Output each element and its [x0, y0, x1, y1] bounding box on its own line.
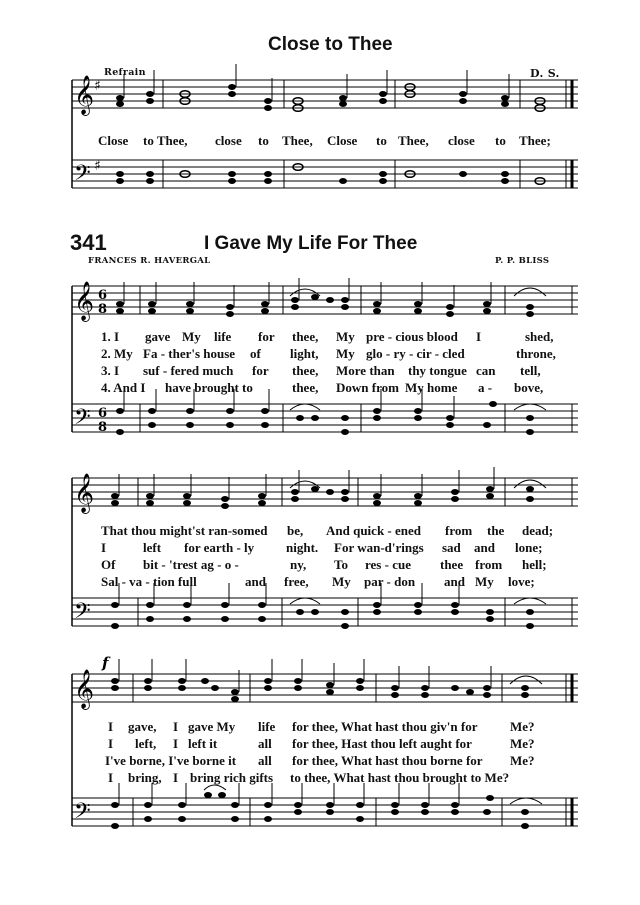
refrain-lyric-line: Close to Thee, close to Thee, Close to Thee, close to Thee; [98, 133, 551, 148]
system-1-verse-4: 4. And I have brought to thee, Down from My home a - bove, [101, 380, 544, 395]
sharp-icon: ♯ [94, 78, 101, 94]
refrain-label: Refrain [104, 67, 146, 78]
svg-text:8: 8 [98, 420, 108, 435]
svg-text:𝄞: 𝄞 [74, 669, 95, 709]
system-2-verse-2: I left for earth - ly night. For wan-d'rings sad and lone; [101, 540, 543, 555]
system-2-verse-1: That thou might'st ran-somed be, And quick - ened from the dead; [101, 523, 554, 538]
svg-text:𝄞: 𝄞 [74, 281, 95, 321]
system-3-verse-2: I left, I left it all for thee, Hast thou left aught for Me? [108, 736, 535, 751]
system-2-verse-3: Of bit - 'trest ag - o - ny, To res - cue thee from hell; [101, 557, 547, 572]
time-signature-top: 6 [98, 288, 108, 303]
bass-clef-icon: 𝄢 [74, 161, 91, 191]
dynamic-forte: f [102, 654, 109, 672]
system-3-verse-3: I've borne, I've borne it all for thee, What hast thou borne for Me? [105, 753, 535, 768]
treble-clef-icon: 𝄞 [74, 75, 95, 115]
time-signature-bottom: 8 [98, 302, 108, 317]
hymn-composer: P. P. BLISS [495, 256, 550, 266]
system-3-verse-1: I gave, I gave My life for thee, What hast thou giv'n for Me? [108, 719, 535, 734]
system-2-verse-4: Sal - va - tion full and free, My par - don and My love; [101, 574, 535, 589]
system-3-verse-4: I bring, I bring rich gifts to thee, What hast thou brought to Me? [108, 770, 510, 785]
svg-text:♯: ♯ [94, 158, 101, 174]
system-1-verse-1: 1. I gave My life for thee, My pre - cious blood I shed, [101, 329, 554, 344]
system-1-verse-3: 3. I suf - fered much for thee, More than thy tongue can tell, [101, 363, 541, 378]
svg-text:𝄢: 𝄢 [74, 405, 91, 435]
hymn-title: I Gave My Life For Thee [204, 233, 418, 254]
hymn-number: 341 [70, 230, 107, 255]
svg-text:𝄞: 𝄞 [74, 473, 95, 513]
svg-text:𝄢: 𝄢 [74, 799, 91, 829]
system-1-verse-2: 2. My Fa - ther's house of light, My glo - ry - cir - cled throne, [101, 346, 556, 361]
hymn-author: FRANCES R. HAVERGAL [88, 256, 211, 266]
svg-text:𝄢: 𝄢 [74, 599, 91, 629]
prev-hymn-title: Close to Thee [268, 34, 393, 55]
ds-label: D. S. [530, 67, 560, 80]
svg-text:6: 6 [98, 406, 108, 421]
